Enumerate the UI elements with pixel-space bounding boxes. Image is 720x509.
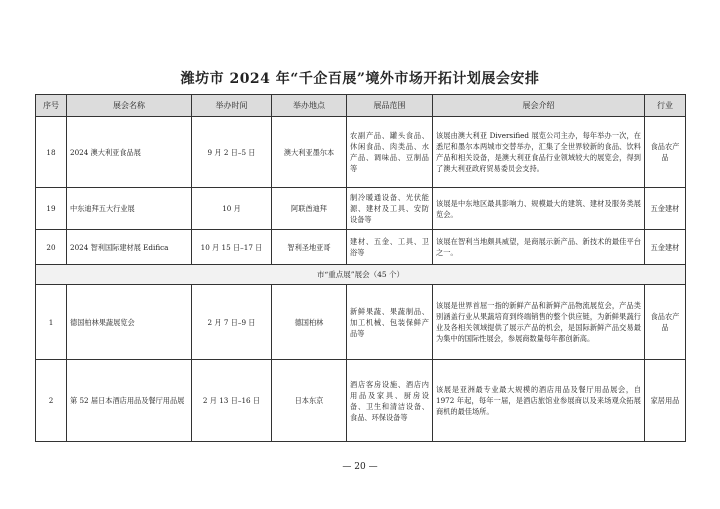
header-place: 举办地点 bbox=[272, 95, 347, 117]
row-industry: 食品农产品 bbox=[645, 117, 686, 188]
row-place: 日本东京 bbox=[272, 360, 347, 442]
row-name: 2024 澳大利亚食品展 bbox=[67, 117, 192, 188]
table-row bbox=[36, 285, 686, 360]
row-time: 10 月 bbox=[192, 188, 272, 230]
row-scope: 农副产品、罐头食品、休闲食品、肉类品、水产品、调味品、豆制品等 bbox=[347, 117, 433, 188]
row-no: 20 bbox=[36, 230, 67, 265]
row-industry: 五金建材 bbox=[645, 230, 686, 265]
page-number: — 20 — bbox=[342, 462, 378, 472]
row-name: 2024 智利国际建材展 Edifica bbox=[67, 230, 192, 265]
row-intro: 该展是世界首屈一指的新鲜产品和新鲜产品物流展览会，产品类别涵盖行业从果蔬培育到终端销售的整个供应链，为新鲜果蔬行业及各相关领域提供了展示产品的机会，是国际新鲜产品交易最为集中的国际性展会，参展商数量每年都创新高。 bbox=[433, 285, 645, 360]
header-scope: 展品范围 bbox=[347, 95, 433, 117]
row-time: 2 月 13 日–16 日 bbox=[192, 360, 272, 442]
row-scope: 建材、五金、工具、卫浴等 bbox=[347, 230, 433, 265]
exhibition-table bbox=[35, 94, 686, 442]
row-industry: 五金建材 bbox=[645, 188, 686, 230]
row-place: 德国柏林 bbox=[272, 285, 347, 360]
header-intro: 展会介绍 bbox=[433, 95, 645, 117]
row-time: 2 月 7 日–9 日 bbox=[192, 285, 272, 360]
row-intro: 该展由澳大利亚 Diversified 展览公司主办，每年举办一次，在悉尼和墨尔本两城市交替举办，汇集了全世界较新的食品、饮料产品和相关设备，是澳大利亚食品行业领域较大的展览会，得到了澳大利亚政府贸易委员会支持。 bbox=[433, 117, 645, 188]
row-industry: 家居用品 bbox=[645, 360, 686, 442]
row-no: 18 bbox=[36, 117, 67, 188]
row-name: 中东迪拜五大行业展 bbox=[67, 188, 192, 230]
page-title: 潍坊市 2024 年“千企百展”境外市场开拓计划展会安排 bbox=[180, 71, 540, 87]
header-time: 举办时间 bbox=[192, 95, 272, 117]
row-intro: 该展是中东地区最具影响力、规模最大的建筑、建材及服务类展览会。 bbox=[433, 188, 645, 230]
row-name: 德国柏林果蔬展览会 bbox=[67, 285, 192, 360]
row-place: 澳大利亚墨尔本 bbox=[272, 117, 347, 188]
header-industry: 行业 bbox=[645, 95, 686, 117]
row-name: 第 52 届日本酒店用品及餐厅用品展 bbox=[67, 360, 192, 442]
row-no: 1 bbox=[36, 285, 67, 360]
row-no: 19 bbox=[36, 188, 67, 230]
row-scope: 新鲜果蔬、果蔬制品、加工机械、包装保鲜产品等 bbox=[347, 285, 433, 360]
section-label: 市“重点展”展会（45 个） bbox=[36, 265, 686, 285]
table-row bbox=[36, 230, 686, 265]
row-scope: 制冷暖通设备、光伏能源、建材及工具、安防设备等 bbox=[347, 188, 433, 230]
row-place: 阿联酋迪拜 bbox=[272, 188, 347, 230]
table-row bbox=[36, 188, 686, 230]
table-row bbox=[36, 360, 686, 442]
row-no: 2 bbox=[36, 360, 67, 442]
table-row bbox=[36, 117, 686, 188]
row-place: 智利圣地亚哥 bbox=[272, 230, 347, 265]
row-industry: 食品农产品 bbox=[645, 285, 686, 360]
row-scope: 酒店客房设施、酒店内用品及家具、厨房设备、卫生和清洁设备、食品、环保设备等 bbox=[347, 360, 433, 442]
table-header-row bbox=[36, 95, 686, 117]
row-intro: 该展在智利当地颇具威望，是商展示新产品、新技术的最佳平台之一。 bbox=[433, 230, 645, 265]
row-time: 9 月 2 日–5 日 bbox=[192, 117, 272, 188]
row-time: 10 月 15 日–17 日 bbox=[192, 230, 272, 265]
header-no: 序号 bbox=[36, 95, 67, 117]
section-row bbox=[36, 265, 686, 285]
header-name: 展会名称 bbox=[67, 95, 192, 117]
row-intro: 该展是亚洲最专业最大规模的酒店用品及餐厅用品展会，自 1972 年起，每年一届，是酒店旅馆业参展商以及来场观众拓展商机的最佳场所。 bbox=[433, 360, 645, 442]
